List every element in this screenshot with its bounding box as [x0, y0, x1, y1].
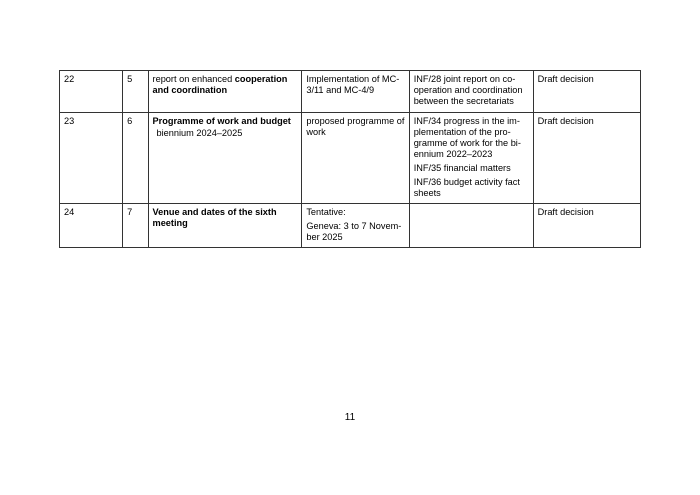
subject-cell [148, 204, 302, 248]
document-entry: INF/35 financial matters [413, 163, 511, 173]
reference-line: Geneva: 3 to 7 Novem-ber 2025 [306, 221, 402, 242]
action-cell: Draft decision [533, 71, 640, 113]
agenda-table [59, 70, 641, 248]
table-row [60, 71, 641, 113]
reference-cell: Implementation of MC-3/11 and MC-4/9 [302, 71, 409, 113]
documents-cell [409, 113, 533, 204]
row-number-cell: 22 [60, 71, 123, 113]
action-cell: Draft decision [533, 204, 640, 248]
row-number-cell: 23 [60, 113, 123, 204]
document-entry: INF/36 budget activity fact sheets [413, 177, 520, 198]
table-row [60, 113, 641, 204]
subject-bold-text: Venue and dates of the sixth meeting [152, 207, 277, 228]
document-entry: INF/28 joint report on co-operation and coordination between the secretariats [413, 74, 523, 106]
reference-cell [302, 204, 409, 248]
subject-text: report on enhanced [152, 74, 235, 84]
subject-bold-text: Programme of work and budget [152, 116, 291, 126]
document-entry: INF/34 progress in the im-plementation of the pro-gramme of work for the bi-ennium 2022–2023 [413, 116, 521, 159]
documents-cell [409, 204, 533, 248]
item-number-cell: 5 [123, 71, 148, 113]
row-number-cell: 24 [60, 204, 123, 248]
documents-cell [409, 71, 533, 113]
item-number-cell: 7 [123, 204, 148, 248]
item-number-cell: 6 [123, 113, 148, 204]
action-cell: Draft decision [533, 113, 640, 204]
subject-subtext: biennium 2024–2025 [156, 128, 243, 138]
subject-cell [148, 71, 302, 113]
table-row [60, 204, 641, 248]
page-number: 11 [344, 412, 356, 423]
subject-cell [148, 113, 302, 204]
reference-cell: proposed programme of work [302, 113, 409, 204]
subject-bold-text: cooperation and coordination [152, 74, 288, 95]
reference-line: Tentative: [306, 207, 346, 217]
